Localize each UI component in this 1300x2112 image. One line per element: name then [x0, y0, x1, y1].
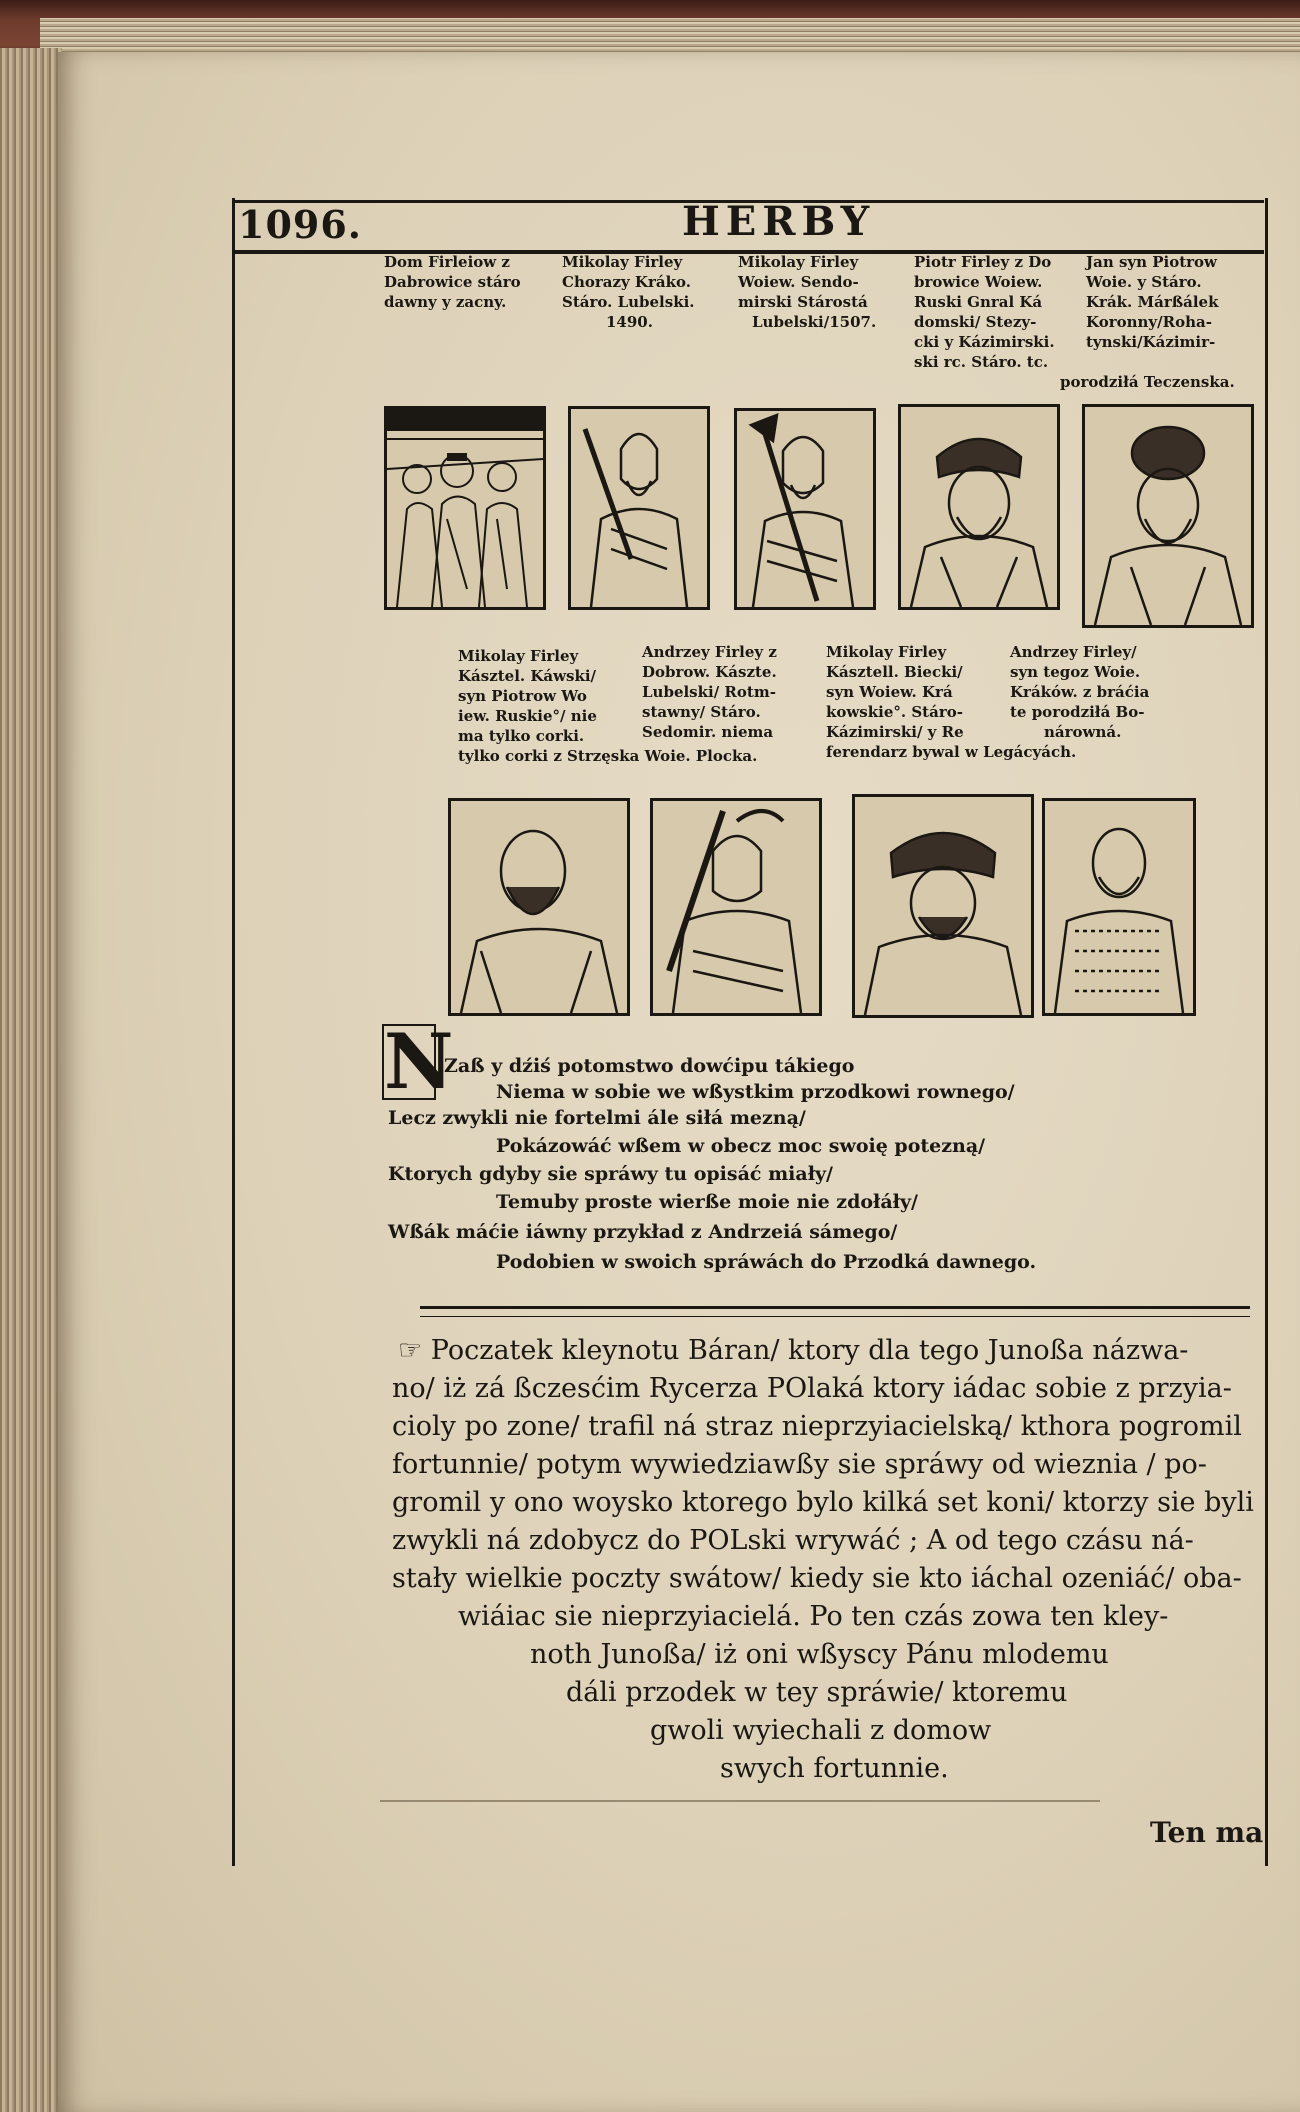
caption-line: ma tylko corki. [458, 727, 585, 745]
caption-line: Mikolay Firley [738, 253, 859, 271]
woodcut-knight-with-sword [571, 409, 707, 607]
caption-line: Krák. Márßálek [1086, 293, 1219, 311]
caption-line: iew. Ruskie°/ nie [458, 707, 597, 725]
prose-line-11: gwoli wyiechali z domow [650, 1715, 992, 1746]
portrait-armored-knight-2 [734, 408, 876, 610]
prose-line-9: noth Junoßa/ iż oni wßyscy Pánu mlodemu [530, 1639, 1109, 1670]
caption-line: Kráków. z bráćia [1010, 683, 1150, 701]
caption-line: Sedomir. niema [642, 723, 774, 741]
prose-line-7: stały wielkie poczty swátow/ kiedy sie kto iáchal ozeniáć/ oba- [392, 1563, 1242, 1594]
prose-line-2: no/ iż zá ßczesćim Rycerza POlaká ktory iádac sobie z przyia- [392, 1373, 1232, 1404]
caption-row1-3 [738, 252, 876, 332]
caption-line: cki y Kázimirski. [914, 333, 1055, 351]
woodcut-man-in-fur-hat [901, 407, 1057, 607]
page-edges-left [0, 48, 62, 2112]
prose-line-6: zwykli ná zdobycz do POLski wrywáć ; A od tego czásu ná- [392, 1525, 1194, 1556]
woodcut-man-in-turban [1085, 407, 1251, 625]
portrait-fur-hat-1 [898, 404, 1060, 610]
caption-row1-5 [1086, 252, 1218, 352]
verse-line-8: Podobien w swoich spráwách do Przodká dawnego. [496, 1251, 1037, 1273]
bottom-rule [380, 1800, 1100, 1802]
caption-line: Woiew. Sendo- [738, 273, 859, 291]
caption-line: Chorazy Kráko. [562, 273, 691, 291]
verse-line-1: Zaß y dźiś potomstwo dowćipu tákiego [444, 1055, 855, 1077]
caption-line: nárowná. [1044, 723, 1122, 741]
running-title: HERBY [682, 198, 876, 245]
caption-line: Lubelski/ Rotm- [642, 683, 776, 701]
caption-line: te porodziłá Bo- [1010, 703, 1145, 721]
caption-line: Stáro. Lubelski. [562, 293, 695, 311]
caption-line: Dom Firleiow z [384, 253, 510, 271]
caption-line: ferendarz bywal w Legácyách. [826, 743, 1077, 761]
prose-line-1: ☞ Poczatek kleynotu Báran/ ktory dla tego Junoßa názwa- [398, 1335, 1189, 1366]
verse-line-3: Lecz zwykli nie fortelmi ále siłá mezną/ [388, 1107, 806, 1129]
woodcut-bearded-man-in-fur [451, 801, 627, 1013]
caption-line: syn Woiew. Krá [826, 683, 953, 701]
caption-row2-2 [642, 642, 777, 742]
caption-line: Kázimirski/ y Re [826, 723, 964, 741]
woodcut-nobleman-doublet [1045, 801, 1193, 1013]
caption-line: Kásztel. Káwski/ [458, 667, 597, 685]
prose-line-5: gromil y ono woysko ktorego bylo kilká set koni/ ktorzy sie byli [392, 1487, 1254, 1518]
caption-line: stawny/ Stáro. [642, 703, 761, 721]
caption-line: tylko corki z Strzęska Woie. Plocka. [458, 747, 758, 765]
caption-line: dawny y zacny. [384, 293, 507, 311]
caption-line: tynski/Kázimir- [1086, 333, 1216, 351]
caption-row1-2 [562, 252, 695, 332]
portrait-plumed-knight [650, 798, 822, 1016]
woodcut-knight-plumed-helmet [653, 801, 819, 1013]
section-rule [420, 1306, 1250, 1309]
caption-line: Andrzey Firley/ [1010, 643, 1137, 661]
section-rule-thin [420, 1316, 1250, 1317]
caption-line: Kásztell. Biecki/ [826, 663, 963, 681]
caption-row1-4 [914, 252, 1055, 372]
portrait-fur-hat-2 [852, 794, 1034, 1018]
caption-line: kowskie°. Stáro- [826, 703, 963, 721]
caption-row1-5-tail [1060, 372, 1235, 392]
caption-line: Koronny/Roha- [1086, 313, 1212, 331]
prose-line-8: wiáiac sie nieprzyiacielá. Po ten czás zowa ten kley- [458, 1601, 1169, 1632]
caption-line: Mikolay Firley [458, 647, 579, 665]
portrait-group-1 [384, 406, 546, 610]
caption-row1-1 [384, 252, 521, 312]
caption-line: 1490. [606, 313, 653, 331]
portrait-turban-1 [1082, 404, 1254, 628]
portrait-bearded-man [448, 798, 630, 1016]
caption-line: syn tegoz Woie. [1010, 663, 1141, 681]
folio-number: 1096. [238, 202, 362, 247]
catchword: Ten ma [1150, 1816, 1264, 1849]
woodcut-group-of-figures [387, 409, 543, 607]
verse-line-7: Wßák máćie iáwny przykład z Andrzeiá sámego/ [388, 1221, 898, 1243]
caption-line: Lubelski/1507. [752, 313, 877, 331]
prose-line-4: fortunnie/ potym wywiedziawßy sie spráwy od wieznia / po- [392, 1449, 1207, 1480]
caption-line: Dabrowice stáro [384, 273, 521, 291]
caption-line: Mikolay Firley [562, 253, 683, 271]
caption-line: Ruski Gnral Ká [914, 293, 1043, 311]
caption-line: mirski Stárostá [738, 293, 868, 311]
caption-line: domski/ Stezy- [914, 313, 1037, 331]
prose-line-12: swych fortunnie. [720, 1753, 949, 1784]
caption-line: syn Piotrow Wo [458, 687, 587, 705]
caption-line: browice Woiew. [914, 273, 1043, 291]
caption-line: porodziłá Teczenska. [1060, 373, 1235, 391]
prose-line-3: cioly po zone/ trafil ná straz nieprzyiacielską/ kthora pogromil [392, 1411, 1242, 1442]
caption-row2-4 [1010, 642, 1149, 742]
woodcut-knight-with-axe [737, 411, 873, 607]
verse-line-4: Pokázowáć wßem w obecz moc swoię potezną/ [496, 1135, 986, 1157]
portrait-nobleman [1042, 798, 1196, 1016]
caption-line: Andrzey Firley z [642, 643, 777, 661]
caption-line: Jan syn Piotrow [1086, 253, 1217, 271]
caption-line: Dobrow. Kászte. [642, 663, 777, 681]
caption-line: Mikolay Firley [826, 643, 947, 661]
verse-line-6: Temuby proste wierße moie nie zdołáły/ [496, 1191, 918, 1213]
woodcut-man-in-fur-hat-2 [855, 797, 1031, 1015]
prose-line-10: dáli przodek w tey spráwie/ ktoremu [566, 1677, 1068, 1708]
verse-line-2: Niema w sobie we wßystkim przodkowi rownego/ [496, 1081, 1015, 1103]
portrait-armored-knight-1 [568, 406, 710, 610]
verse-line-5: Ktorych gdyby sie spráwy tu opisáć miały/ [388, 1163, 833, 1185]
caption-line: Woie. y Stáro. [1086, 273, 1202, 291]
caption-line: ski rc. Stáro. tc. [914, 353, 1049, 371]
caption-line: Piotr Firley z Do [914, 253, 1052, 271]
drop-capital: N [384, 1017, 454, 1106]
